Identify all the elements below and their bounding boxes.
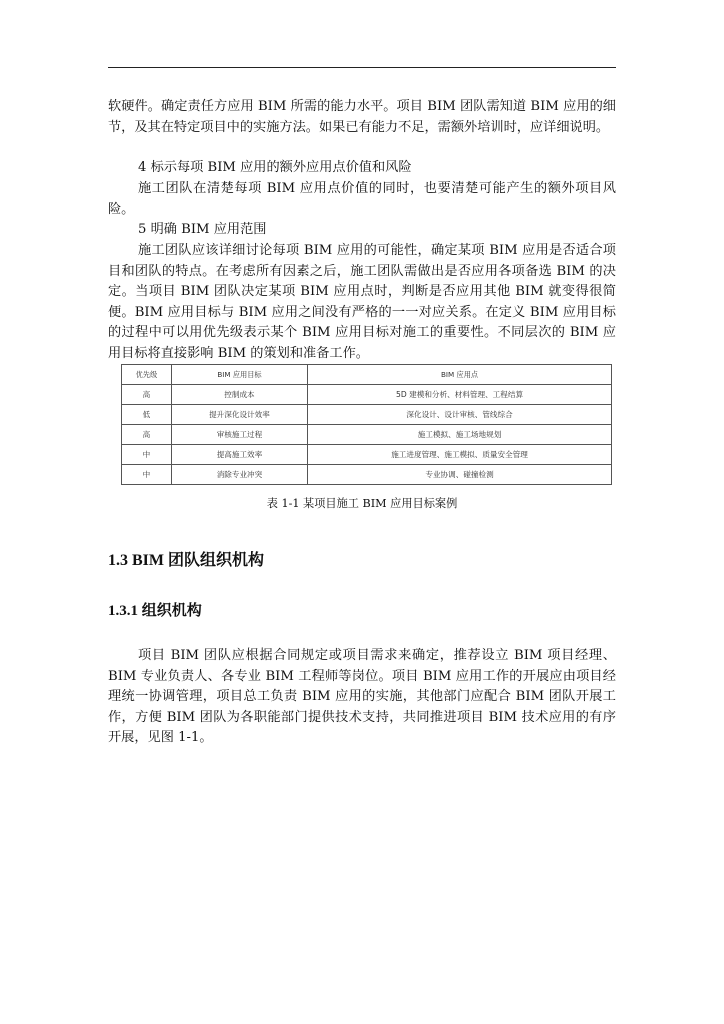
cell-application: 施工进度管理、施工模拟、质量安全管理 [308,445,612,465]
cell-priority: 高 [122,385,172,405]
cell-goal: 提高施工效率 [171,445,307,465]
list-item-4: 4 标示每项 BIM 应用的额外应用点价值和风险 [138,160,412,175]
paragraph-software-capability: 软硬件。确定责任方应用 BIM 所需的能力水平。项目 BIM 团队需知道 BIM 应用的细节，及其在特定项目中的实施方法。如果已有能力不足，需额外培训时，应详细说明。 [108,99,616,135]
cell-priority: 高 [122,425,172,445]
table-row [122,425,612,445]
table-header-row [122,365,612,385]
header-priority: 优先级 [122,365,172,385]
paragraph-scope: 施工团队应该详细讨论每项 BIM 应用的可能性，确定某项 BIM 应用是否适合项目和团队的特点。在考虑所有因素之后，施工团队需做出是否应用各项备选 BIM 的决定。当项目 BIM 团队决定某项 BIM 应用点时，判断是否应用其他 BIM 就变得很简便。BIM 应用目标与 BIM 应用之间没有严格的一一对应关系。在定义 BIM 应用目标的过程中可以用优先级表示某个 BIM 应用目标对施工的重要性。不同层次的 BIM 应用目标将直接影响 BIM 的策划和准备工作。 [108,243,616,361]
cell-goal: 审核施工过程 [171,425,307,445]
list-item-5: 5 明确 BIM 应用范围 [138,222,267,237]
cell-application: 深化设计、设计审核、管线综合 [308,405,612,425]
table-row [122,445,612,465]
table-caption: 表 1-1 某项目施工 BIM 应用目标案例 [266,497,458,510]
table-row [122,405,612,425]
header-rule [108,67,616,68]
subsection-heading: 1.3.1 组织机构 [108,603,202,619]
cell-priority: 中 [122,465,172,485]
cell-goal: 控制成本 [171,385,307,405]
cell-goal: 消除专业冲突 [171,465,307,485]
cell-priority: 低 [122,405,172,425]
section-heading: 1.3 BIM 团队组织机构 [108,552,265,569]
cell-priority: 中 [122,445,172,465]
paragraph-organization: 项目 BIM 团队应根据合同规定或项目需求来确定，推荐设立 BIM 项目经理、BIM 专业负责人、各专业 BIM 工程师等岗位。项目 BIM 应用工作的开展应由项目经理统一协调管理，项目总工负责 BIM 应用的实施，其他部门应配合 BIM 团队开展工作，方便 BIM 团队为各职能部门提供技术支持，共同推进项目 BIM 技术应用的有序开展，见图 1-1。 [108,648,616,746]
cell-application: 施工模拟、施工场地规划 [308,425,612,445]
cell-goal: 提升深化设计效率 [171,405,307,425]
table-row [122,385,612,405]
table-row [122,465,612,485]
bim-goals-table [121,364,612,485]
header-goal: BIM 应用目标 [171,365,307,385]
header-application: BIM 应用点 [308,365,612,385]
paragraph-risk: 施工团队在清楚每项 BIM 应用点价值的同时，也要清楚可能产生的额外项目风险。 [108,181,616,217]
cell-application: 专业协调、碰撞检测 [308,465,612,485]
cell-application: 5D 建模和分析、材料管理、工程结算 [308,385,612,405]
